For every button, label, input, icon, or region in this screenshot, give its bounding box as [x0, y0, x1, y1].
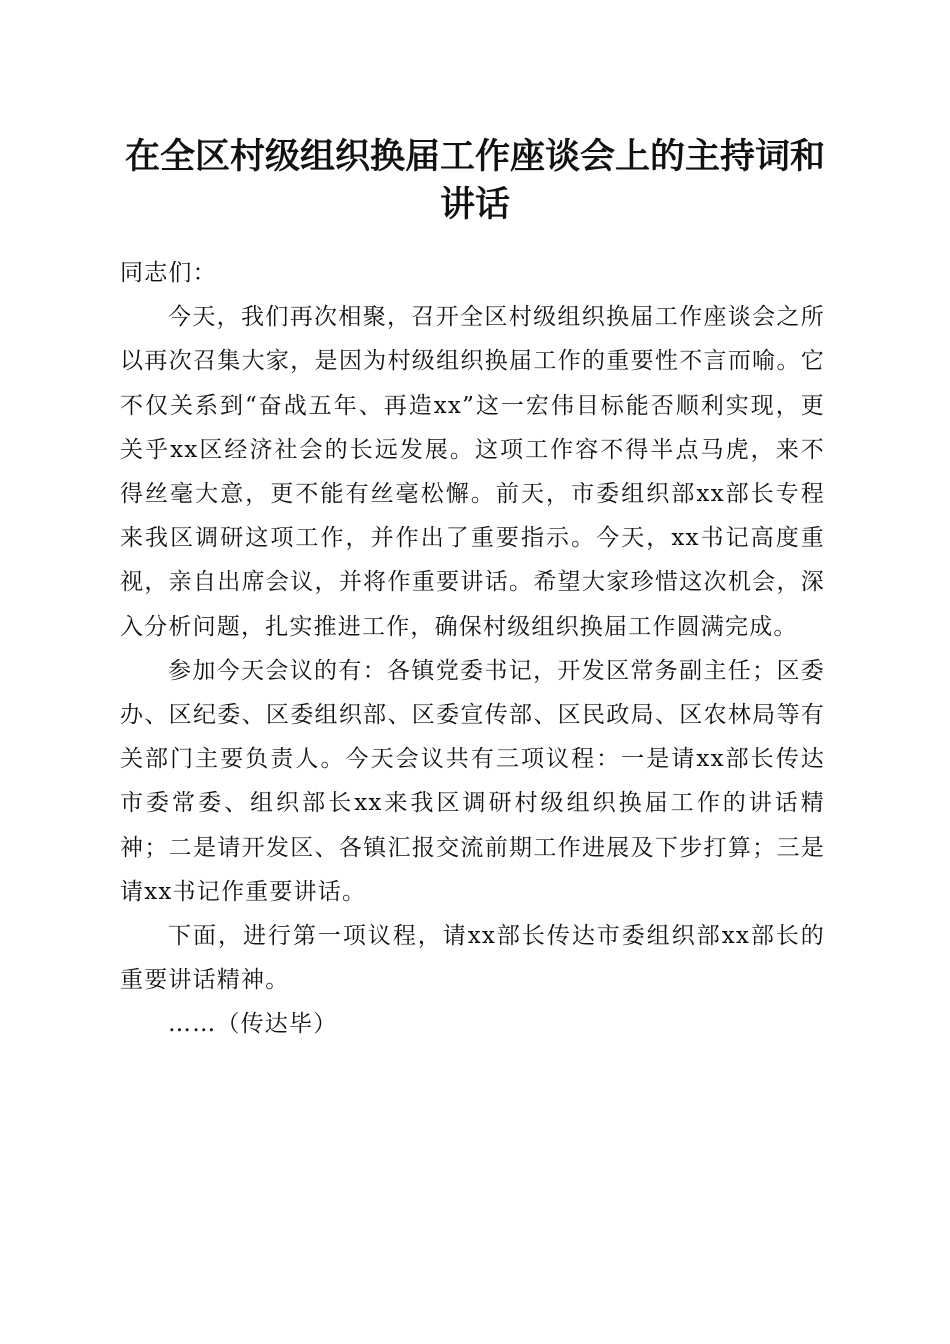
paragraph-attendees-agenda: 参加今天会议的有：各镇党委书记，开发区常务副主任；区委办、区纪委、区委组织部、区委宣传部、区民政局、区农林局等有关部门主要负责人。今天会议共有三项议程：一是请xx部长传达市委常委、组织部长xx来我区调研村级组织换届工作的讲话精神；二是请开发区、各镇汇报交流前期工作进展及下步打算；三是请xx书记作重要讲话。 — [120, 657, 825, 905]
document-title — [100, 133, 850, 229]
salutation: 同志们： — [120, 260, 217, 286]
title-line-2: 讲话 — [439, 184, 510, 225]
document-body — [120, 251, 825, 1047]
paragraph-opening: 今天，我们再次相聚，召开全区村级组织换届工作座谈会之所以再次召集大家，是因为村级组织换届工作的重要性不言而喻。它不仅关系到“奋战五年、再造xx”这一宏伟目标能否顺利实现，更关乎xx区经济社会的长远发展。这项工作容不得半点马虎，来不得丝毫大意，更不能有丝毫松懈。前天，市委组织部xx部长专程来我区调研这项工作，并作出了重要指示。今天，xx书记高度重视，亲自出席会议，并将作重要讲话。希望大家珍惜这次机会，深入分析问题，扎实推进工作，确保村级组织换届工作圆满完成。 — [120, 304, 825, 640]
paragraph-conveyed: ……（传达毕） — [168, 1011, 338, 1038]
paragraph-first-agenda-item: 下面，进行第一项议程，请xx部长传达市委组织部xx部长的重要讲话精神。 — [120, 923, 825, 994]
title-line-1: 在全区村级组织换届工作座谈会上的主持词和 — [124, 136, 825, 177]
